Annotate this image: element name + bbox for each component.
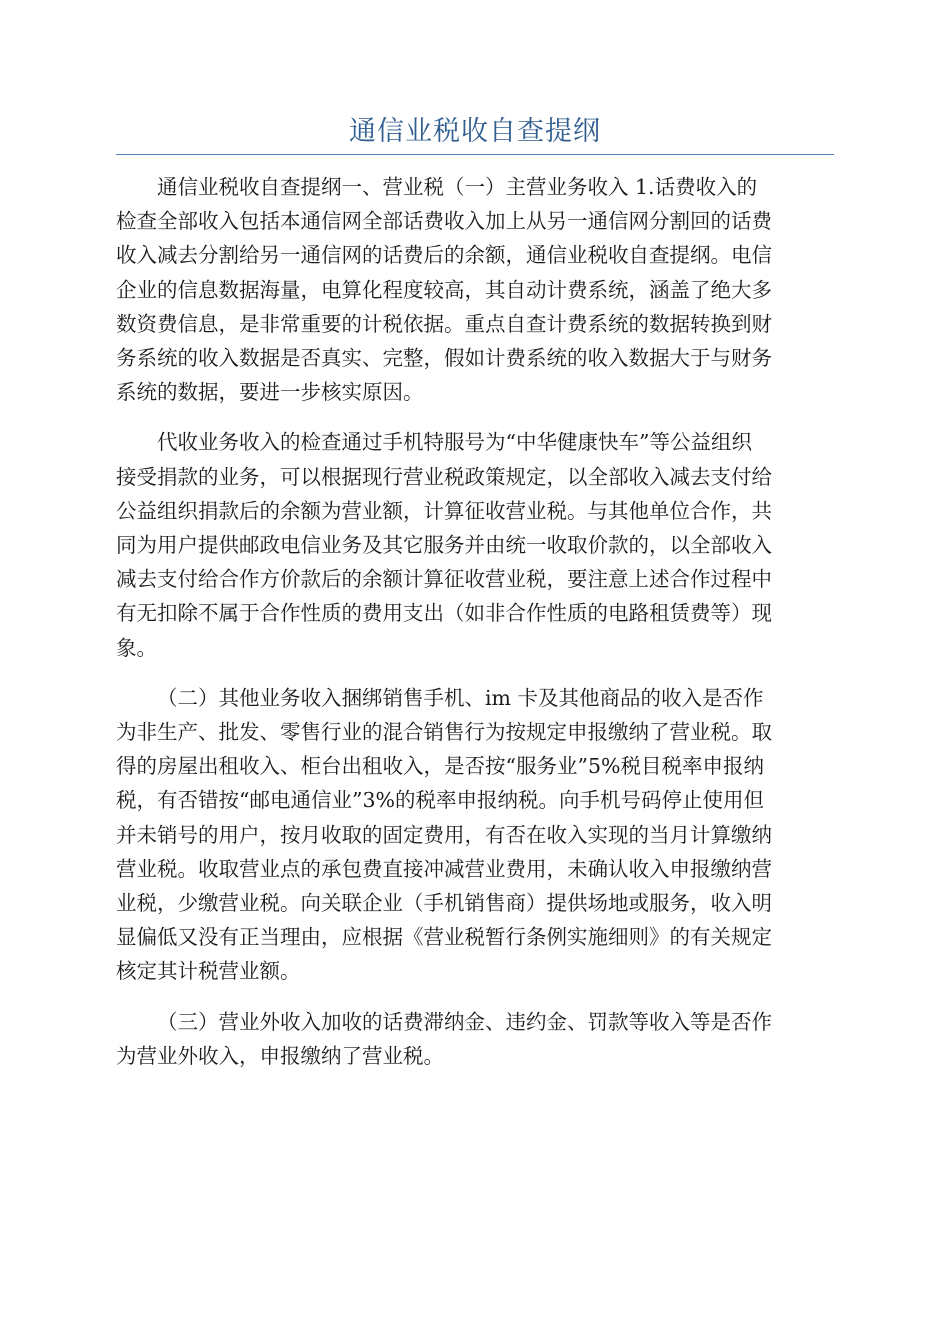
text-line: 税，有否错按“邮电通信业”3%的税率申报纳税。向手机号码停止使用但 bbox=[116, 788, 764, 813]
paragraph-1 bbox=[116, 170, 834, 409]
paragraph-2 bbox=[116, 425, 834, 664]
text-line: 为营业外收入，申报缴纳了营业税。 bbox=[116, 1043, 444, 1068]
text-line: 公益组织捐款后的余额为营业额，计算征收营业税。与其他单位合作，共 bbox=[116, 498, 772, 523]
text-line: 业税，少缴营业税。向关联企业（手机销售商）提供场地或服务，收入明 bbox=[116, 891, 772, 916]
text-line: 务系统的收入数据是否真实、完整，假如计费系统的收入数据大于与财务 bbox=[116, 346, 772, 371]
text-line: 收入减去分割给另一通信网的话费后的余额，通信业税收自查提纲。电信 bbox=[116, 243, 772, 268]
text-line: 为非生产、批发、零售行业的混合销售行为按规定申报缴纳了营业税。取 bbox=[116, 720, 772, 745]
document-body bbox=[116, 170, 834, 1089]
text-line: 企业的信息数据海量，电算化程度较高，其自动计费系统，涵盖了绝大多 bbox=[116, 277, 772, 302]
text-line: 并未销号的用户，按月收取的固定费用，有否在收入实现的当月计算缴纳 bbox=[116, 822, 772, 847]
text-line: 检查全部收入包括本通信网全部话费收入加上从另一通信网分割回的话费 bbox=[116, 209, 772, 234]
text-line: （二）其他业务收入捆绑销售手机、im 卡及其他商品的收入是否作 bbox=[157, 685, 764, 710]
paragraph-3 bbox=[116, 681, 834, 989]
text-line: 通信业税收自查提纲一、营业税（一）主营业务收入 1.话费收入的 bbox=[157, 175, 758, 199]
text-line: 数资费信息，是非常重要的计税依据。重点自查计费系统的数据转换到财 bbox=[116, 311, 772, 336]
text-line: 同为用户提供邮政电信业务及其它服务并由统一收取价款的，以全部收入 bbox=[116, 533, 772, 558]
paragraph-4 bbox=[116, 1005, 834, 1073]
text-line: （三）营业外收入加收的话费滞纳金、违约金、罚款等收入等是否作 bbox=[157, 1009, 772, 1034]
text-line: 象。 bbox=[116, 635, 157, 660]
text-line: 系统的数据，要进一步核实原因。 bbox=[116, 380, 424, 405]
document-title: 通信业税收自查提纲 bbox=[349, 116, 601, 147]
text-line: 减去支付给合作方价款后的余额计算征收营业税，要注意上述合作过程中 bbox=[116, 567, 772, 592]
text-line: 显偏低又没有正当理由，应根据《营业税暂行条例实施细则》的有关规定 bbox=[116, 925, 772, 950]
text-line: 代收业务收入的检查通过手机特服号为“中华健康快车”等公益组织 bbox=[157, 430, 752, 455]
text-line: 接受捐款的业务，可以根据现行营业税政策规定，以全部收入减去支付给 bbox=[116, 464, 772, 489]
title-underline bbox=[116, 154, 834, 155]
text-line: 得的房屋出租收入、柜台出租收入，是否按“服务业”5%税目税率申报纳 bbox=[116, 754, 764, 779]
text-line: 营业税。收取营业点的承包费直接冲减营业费用，未确认收入申报缴纳营 bbox=[116, 856, 772, 881]
text-line: 核定其计税营业额。 bbox=[116, 959, 301, 984]
text-line: 有无扣除不属于合作性质的费用支出（如非合作性质的电路租赁费等）现 bbox=[116, 601, 772, 626]
